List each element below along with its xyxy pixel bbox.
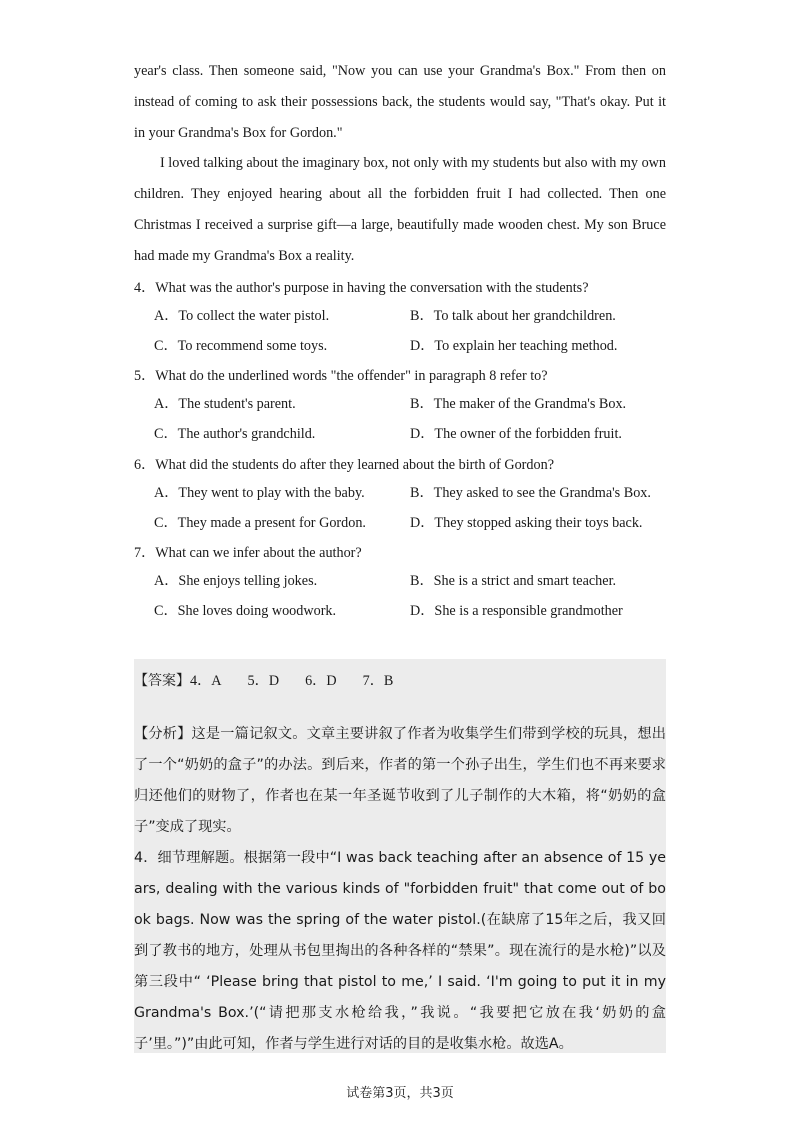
option-c: C．They made a present for Gordon. xyxy=(154,515,366,531)
option-c: C．She loves doing woodwork. xyxy=(154,603,337,619)
question-5 xyxy=(134,363,666,449)
passage-paragraph-1: year's class. Then someone said, "Now you can use your Grandma's Box." From then on instead of coming to ask their possessions back, the students would say, "That's okay. Put it in your Grandma's Box for Gordon." xyxy=(134,63,666,141)
answer-line xyxy=(134,669,419,693)
question-6 xyxy=(134,452,666,538)
page-footer: 试卷第3页，共3页 xyxy=(346,1086,454,1101)
answer-item: 6．D xyxy=(305,673,337,689)
option-d: D．She is a responsible grandmother xyxy=(410,603,623,619)
option-a: A．They went to play with the baby. xyxy=(154,485,365,501)
analysis-text: 【分析】这是一篇记叙文。文章主要讲叙了作者为收集学生们带到学校的玩具，想出了一个“奶奶的盒子”的办法。到后来，作者的第一个孙子出生，学生们也不再来要求归还他们的财物了，作者也在某一年圣诞节收到了儿子制作的大木箱，将“奶奶的盒子”变成了现实。 xyxy=(134,726,666,835)
option-c: C．The author's grandchild. xyxy=(154,426,316,442)
answer-item: 5．D xyxy=(247,673,280,689)
option-d: D．The owner of the forbidden fruit. xyxy=(410,426,622,442)
option-b: B．The maker of the Grandma's Box. xyxy=(410,396,627,412)
option-d: D．They stopped asking their toys back. xyxy=(410,515,643,531)
answer-item: 4．A xyxy=(190,673,222,689)
question-stem: 6．What did the students do after they learned about the birth of Gordon? xyxy=(134,457,554,473)
option-b: B．To talk about her grandchildren. xyxy=(410,308,616,324)
option-a: A．The student's parent. xyxy=(154,396,296,412)
option-a: A．To collect the water pistol. xyxy=(154,308,330,324)
question-stem: 7．What can we infer about the author? xyxy=(134,545,362,561)
question-7 xyxy=(134,540,666,626)
question-4 xyxy=(134,275,666,361)
analysis-block xyxy=(134,719,666,1060)
question-stem: 5．What do the underlined words "the offender" in paragraph 8 refer to? xyxy=(134,368,548,384)
answer-section xyxy=(134,659,666,1053)
option-a: A．She enjoys telling jokes. xyxy=(154,573,318,589)
analysis-detail: 4．细节理解题。根据第一段中“I was back teaching after an absence of 15 years, dealing with the various kinds of "forbidden fruit" that come out of book bags. Now was the spring of the water pistol.(在缺席了15年之后，我又回到了教书的地方，处理从书包里掏出的各种各样的“禁果”。现在流行的是水枪)”以及第三段中“ ‘Please bring that pistol to me,’ I said. ‘I'm going to put it in my Grandma's Box.’(“请把那支水枪给我，”我说。“我要把它放在我‘奶奶的盒子’里。”)”由此可知，作者与学生进行对话的目的是收集水枪。故选A。 xyxy=(134,850,666,1052)
answer-tag: 【答案】 xyxy=(134,673,190,689)
option-c: C．To recommend some toys. xyxy=(154,338,328,354)
passage-paragraph-2: I loved talking about the imaginary box, not only with my students but also with my own children. They enjoyed hearing about all the forbidden fruit I had collected. Then one Christmas I received a surprise gift—a large, beautifully made wooden chest. My son Bruce had made my Grandma's Box a reality. xyxy=(134,155,666,264)
question-stem: 4．What was the author's purpose in having the conversation with the students? xyxy=(134,280,589,296)
option-b: B．She is a strict and smart teacher. xyxy=(410,573,617,589)
option-b: B．They asked to see the Grandma's Box. xyxy=(410,485,651,501)
option-d: D．To explain her teaching method. xyxy=(410,338,618,354)
answer-item: 7．B xyxy=(362,673,394,689)
